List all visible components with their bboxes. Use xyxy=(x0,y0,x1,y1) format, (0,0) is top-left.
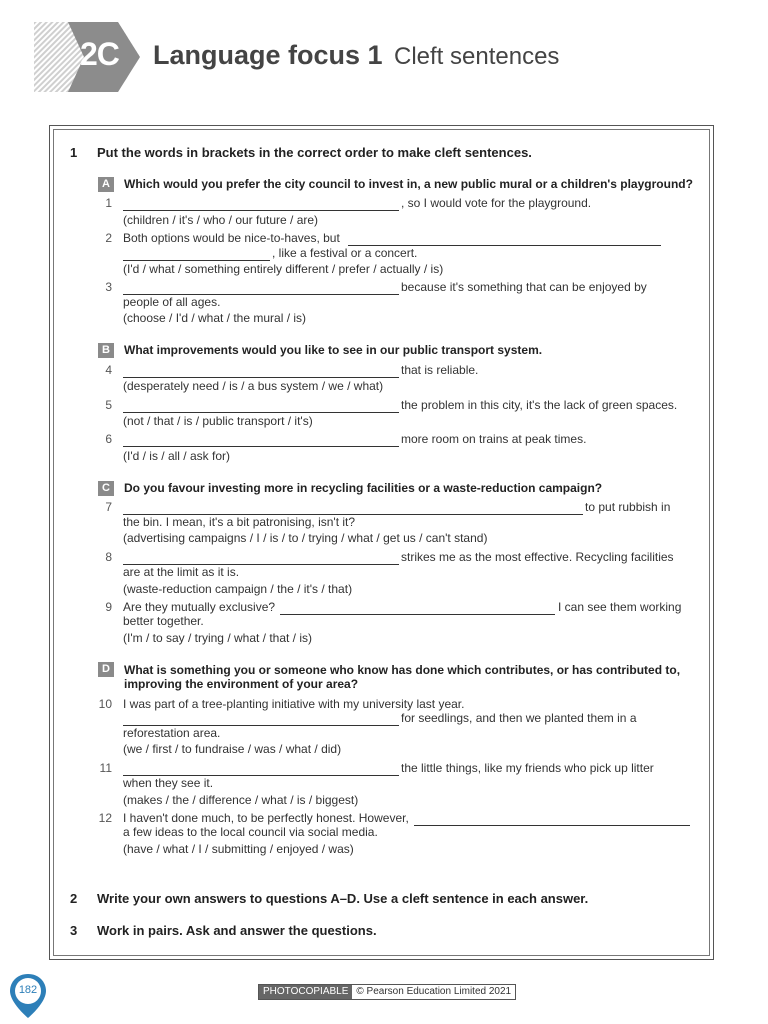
item-5-hint: (not / that / is / public transport / it's) xyxy=(123,414,313,428)
section-d-label: D xyxy=(98,662,114,677)
item-2-blank-b[interactable] xyxy=(123,260,270,261)
section-c-label: C xyxy=(98,481,114,496)
item-7-text: to put rubbish in xyxy=(585,500,671,514)
item-6-hint: (I'd / is / all / ask for) xyxy=(123,449,230,463)
item-9-text: I can see them working xyxy=(558,600,682,614)
item-12-continuation: a few ideas to the local council via social media. xyxy=(123,825,378,839)
item-9-continuation: better together. xyxy=(123,614,204,628)
section-a-label: A xyxy=(98,177,114,192)
item-12-before: I haven't done much, to be perfectly honest. However, xyxy=(123,811,409,825)
item-11-text: the little things, like my friends who pick up litter xyxy=(401,761,654,775)
item-9-before: Are they mutually exclusive? xyxy=(123,600,276,614)
photocopiable-label: PHOTOCOPIABLE xyxy=(259,985,352,999)
section-a-question: Which would you prefer the city council to invest in, a new public mural or a children's playground? xyxy=(124,177,693,191)
item-3-number: 3 xyxy=(105,280,112,294)
item-10-continuation: reforestation area. xyxy=(123,726,221,740)
item-5-text: the problem in this city, it's the lack of green spaces. xyxy=(401,398,678,412)
item-4-text: that is reliable. xyxy=(401,363,479,377)
exercise-2-instruction: Write your own answers to questions A–D. Use a cleft sentence in each answer. xyxy=(97,891,589,906)
exercise-1-number: 1 xyxy=(70,145,78,160)
item-2-number: 2 xyxy=(105,231,112,245)
item-3-text: because it's something that can be enjoyed by xyxy=(401,280,647,294)
item-1-number: 1 xyxy=(105,196,112,210)
page-number: 182 xyxy=(18,984,38,996)
item-9-number: 9 xyxy=(105,600,112,614)
item-11-continuation: when they see it. xyxy=(123,776,214,790)
item-4-hint: (desperately need / is / a bus system / we / what) xyxy=(123,379,384,393)
section-d-question-line2: improving the environment of your area? xyxy=(124,677,359,691)
item-8-hint: (waste-reduction campaign / the / it's / that) xyxy=(123,582,353,596)
item-11-hint: (makes / the / difference / what / is / biggest) xyxy=(123,793,359,807)
exercise-3-number: 3 xyxy=(70,923,78,938)
page-title: Language focus 1 xyxy=(153,40,383,70)
item-9-hint: (I'm / to say / trying / what / that / is) xyxy=(123,631,313,645)
item-7-continuation: the bin. I mean, it's a bit patronising, isn't it? xyxy=(123,515,356,529)
item-6-blank[interactable] xyxy=(123,446,399,447)
exercise-3-instruction: Work in pairs. Ask and answer the questions. xyxy=(97,923,377,938)
item-12-hint: (have / what / I / submitting / enjoyed / was) xyxy=(123,842,354,856)
item-9-blank[interactable] xyxy=(280,614,555,615)
item-12-blank[interactable] xyxy=(414,825,690,826)
item-1-hint: (children / it's / who / our future / are) xyxy=(123,213,319,227)
item-12-number: 12 xyxy=(98,811,112,825)
unit-label: 2C xyxy=(80,36,119,72)
item-8-continuation: are at the limit as it is. xyxy=(123,565,240,579)
item-7-number: 7 xyxy=(105,500,112,514)
item-10-before: I was part of a tree-planting initiative with my university last year. xyxy=(123,697,465,711)
page-subtitle: Cleft sentences xyxy=(394,43,560,70)
section-b-label: B xyxy=(98,343,114,358)
page-marker-icon xyxy=(8,972,48,1020)
item-4-number: 4 xyxy=(105,363,112,377)
item-10-number: 10 xyxy=(98,697,112,711)
item-11-number: 11 xyxy=(99,761,112,775)
item-5-number: 5 xyxy=(105,398,112,412)
exercise-1-instruction: Put the words in brackets in the correct order to make cleft sentences. xyxy=(97,145,532,160)
item-10-hint: (we / first / to fundraise / was / what / did) xyxy=(123,742,342,756)
section-c-question: Do you favour investing more in recycling facilities or a waste-reduction campaign? xyxy=(124,481,603,495)
exercise-2-number: 2 xyxy=(70,891,78,906)
item-2-hint: (I'd / what / something entirely different / prefer / actually / is) xyxy=(123,262,444,276)
item-4-blank[interactable] xyxy=(123,377,399,378)
section-d-question-line1: What is something you or someone who know has done which contributes, or has contributed to, xyxy=(124,663,681,677)
item-7-hint: (advertising campaigns / I / is / to / trying / what / get us / can't stand) xyxy=(123,531,488,545)
item-1-blank[interactable] xyxy=(123,210,399,211)
item-3-hint: (choose / I'd / what / the mural / is) xyxy=(123,311,307,325)
page-header xyxy=(0,0,768,100)
item-3-continuation: people of all ages. xyxy=(123,295,221,309)
copyright-text: © Pearson Education Limited 2021 xyxy=(356,986,512,997)
item-2-text: , like a festival or a concert. xyxy=(272,246,418,260)
item-8-text: strikes me as the most effective. Recycling facilities xyxy=(401,550,674,564)
item-2-before: Both options would be nice-to-haves, but xyxy=(123,231,340,245)
item-1-text: , so I would vote for the playground. xyxy=(401,196,592,210)
item-6-number: 6 xyxy=(105,432,112,446)
item-5-blank[interactable] xyxy=(123,412,399,413)
item-8-number: 8 xyxy=(105,550,112,564)
item-6-text: more room on trains at peak times. xyxy=(401,432,587,446)
section-b-question: What improvements would you like to see in our public transport system. xyxy=(124,343,543,357)
footer-copyright-box xyxy=(258,984,516,1000)
item-10-text: for seedlings, and then we planted them in a xyxy=(401,711,637,725)
